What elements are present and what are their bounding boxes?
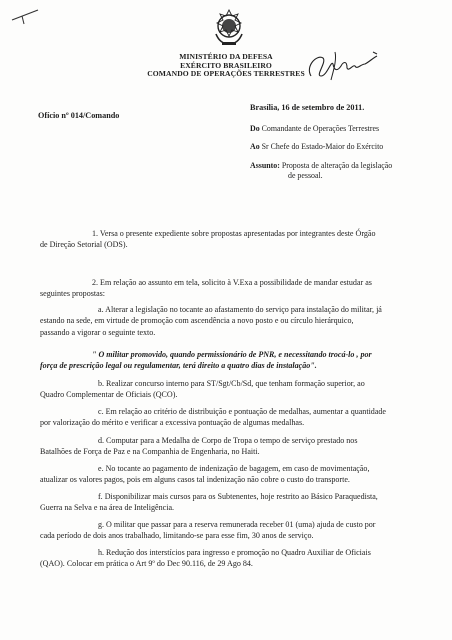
h-line2: (QAO). Colocar em prática o Art 9º do Dec 90.116, de 29 Ago 84.: [40, 559, 253, 569]
d-line2: Batalhões de Força de Paz e na Companhia de Engenharia, no Haiti.: [40, 447, 260, 457]
recipient-line: [250, 142, 450, 152]
c-line2: por valorização do mérito e verificar a excessiva pontuação de algumas medalhas.: [40, 418, 305, 428]
f-line2: Guerra na Selva e na área de Inteligência.: [40, 503, 175, 513]
document-date: Brasília, 16 de setembro de 2011.: [250, 103, 365, 112]
quote-line1: " O militar promovido, quando permissionário de PNR, e necessitando trocá-lo , por: [92, 350, 372, 359]
recipient-label: Ao: [250, 142, 260, 151]
a-line3: passando a vigorar o seguinte texto.: [40, 327, 156, 337]
f-line1: f. Disponibilizar mais cursos para os Subtenentes, hoje restrito ao Básico Paraquedista,: [98, 492, 378, 501]
coat-of-arms-icon: [210, 8, 248, 48]
item-g: [40, 519, 426, 542]
g-line2: cada período de dois anos trabalhado, limitando-se para esse fim, 30 anos de serviço.: [40, 531, 314, 541]
item-c: [40, 406, 426, 429]
e-line1: e. No tocante ao pagamento de indenização de bagagem, em caso de movimentação,: [98, 464, 370, 473]
p1-line1: 1. Versa o presente expediente sobre propostas apresentadas por integrantes deste Órgão: [92, 229, 376, 238]
sender-value: Comandante de Operações Terrestres: [261, 124, 380, 133]
item-b: [40, 378, 426, 401]
a-line1: a. Alterar a legislação no tocante ao afastamento do serviço para instalação do militar, já: [98, 305, 382, 314]
item-h: [40, 547, 426, 570]
header-ministry: MINISTÉRIO DA DEFESA: [179, 52, 273, 61]
d-line1: d. Computar para a Medalha de Corpo de Tropa o tempo de serviço prestado nos: [98, 436, 358, 445]
handwritten-signature: [303, 46, 381, 84]
paragraph-1: [40, 228, 426, 251]
subject-block: [250, 161, 450, 181]
sender-line: [250, 124, 450, 134]
item-a-quote: [40, 349, 426, 372]
sender-label: Do: [250, 124, 260, 133]
item-f: [40, 491, 426, 514]
subject-label: Assunto:: [250, 161, 280, 170]
b-line1: b. Realizar concurso interno para ST/Sgt/Cb/Sd, que tenham formação superior, ao: [98, 379, 365, 388]
p2-line2: seguintes propostas:: [40, 289, 106, 299]
p1-line2: de Direção Setorial (ODS).: [40, 240, 128, 250]
item-a: [40, 304, 426, 338]
header-command: COMANDO DE OPERAÇÕES TERRESTRES: [147, 69, 305, 78]
p2-line1: 2. Em relação ao assunto em tela, solicito à V.Exa a possibilidade de mandar estudar as: [92, 278, 372, 287]
item-d: [40, 435, 426, 458]
a-line2: estando na sede, em virtude de promoção com ascendência a novo posto e ou círculo hierárquico,: [40, 316, 354, 326]
handwritten-mark: [8, 6, 42, 26]
quote-line2: força de prescrição legal ou regulamentar, terá direito a quatro dias de instalação".: [40, 361, 317, 371]
subject-line2: de pessoal.: [288, 171, 323, 180]
c-line1: c. Em relação ao critério de distribuição e pontuação de medalhas, aumentar a quantidade: [98, 407, 386, 416]
h-line1: h. Redução dos interstícios para ingresso e promoção no Quadro Auxiliar de Oficiais: [98, 548, 371, 557]
e-line2: atualizar os valores pagos, pois em alguns casos tal indenização não cobre o custo do transporte.: [40, 475, 350, 485]
g-line1: g. O militar que passar para a reserva remunerada receber 01 (uma) ajuda de custo por: [98, 520, 376, 529]
paragraph-2: [40, 277, 426, 300]
b-line2: Quadro Complementar de Oficiais (QCO).: [40, 390, 178, 400]
header-army: EXÉRCITO BRASILEIRO: [180, 61, 272, 70]
recipient-value: Sr Chefe do Estado-Maior do Exército: [261, 142, 384, 151]
subject-line1: Proposta de alteração da legislação: [281, 161, 393, 170]
item-e: [40, 463, 426, 486]
document-reference: Ofício nº 014/Comando: [38, 111, 120, 120]
